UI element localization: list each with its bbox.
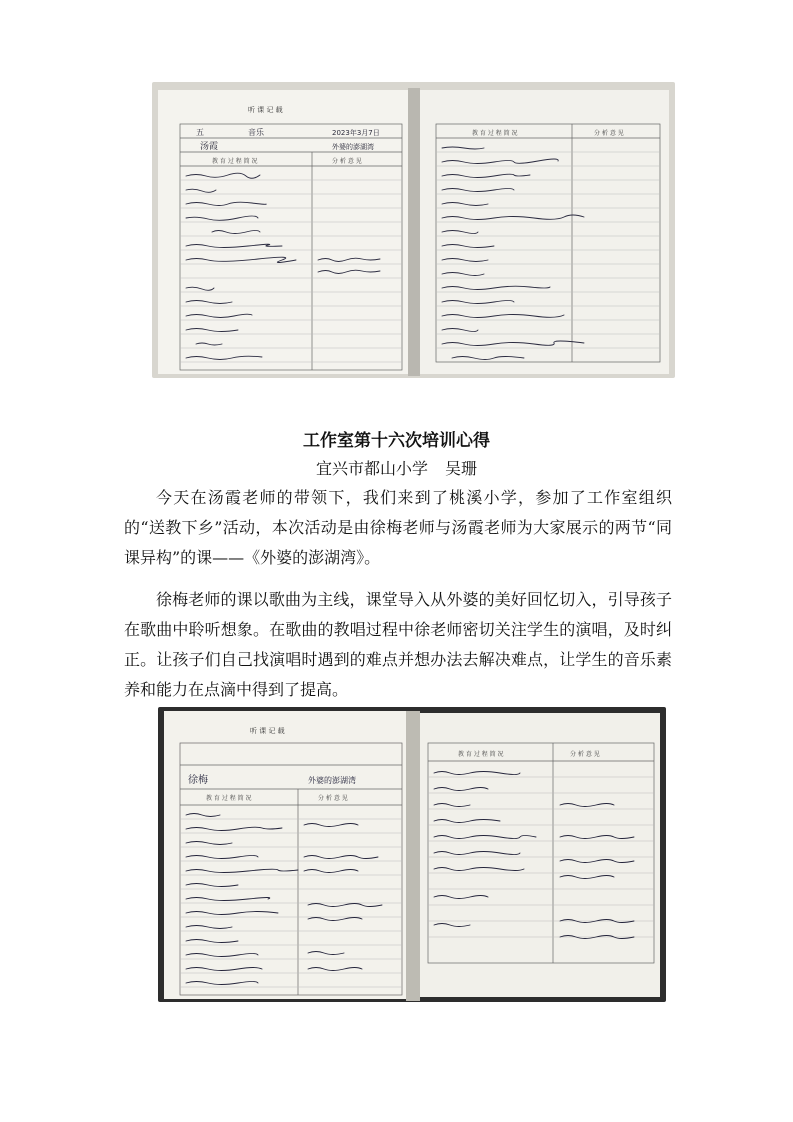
notebook-image xyxy=(158,707,666,1002)
school-name: 宜兴市都山小学 xyxy=(315,459,428,478)
author-line xyxy=(0,456,793,479)
handwritten-lesson: 外婆的澎湖湾 xyxy=(332,143,374,151)
analysis-column-header-right: 分 析 意 见 xyxy=(594,130,624,137)
process-column-header-right: 教 育 过 程 简 况 xyxy=(472,130,518,137)
notebook-heading: 听 课 记 载 xyxy=(248,106,283,114)
handwritten-subject: 音乐 xyxy=(248,128,264,137)
notebook-heading: 听 课 记 载 xyxy=(250,727,285,735)
process-column-header: 教 育 过 程 简 况 xyxy=(206,795,252,802)
handwritten-class: 五 xyxy=(196,128,204,137)
lesson-record-photo-bottom xyxy=(158,707,666,1002)
process-column-header: 教 育 过 程 简 况 xyxy=(212,158,258,165)
process-column-header-right: 教 育 过 程 简 况 xyxy=(458,751,504,758)
handwritten-teacher: 汤霞 xyxy=(200,142,219,152)
notebook-image xyxy=(152,82,675,378)
analysis-column-header-right: 分 析 意 见 xyxy=(570,751,600,758)
analysis-column-header: 分 析 意 见 xyxy=(318,795,348,802)
handwritten-teacher: 徐梅 xyxy=(188,775,208,786)
analysis-column-header: 分 析 意 见 xyxy=(332,158,362,165)
paragraph-xu-mei-lesson: 徐梅老师的课以歌曲为主线，课堂导入从外婆的美好回忆切入，引导孩子在歌曲中聆听想象。在歌曲的教唱过程中徐老师密切关注学生的演唱，及时纠正。让孩子们自己找演唱时遇到的难点并想办法去解决难点，让学生的音乐素养和能力在点滴中得到了提高。 xyxy=(124,590,672,699)
article-title: 工作室第十六次培训心得 xyxy=(303,431,490,451)
paragraph-intro: 今天在汤霞老师的带领下，我们来到了桃溪小学，参加了工作室组织的“送教下乡”活动，本次活动是由徐梅老师与汤霞老师为大家展示的两节“同课异构”的课——《外婆的澎湖湾》。 xyxy=(124,488,672,567)
handwritten-date: 2023年3月7日 xyxy=(332,129,380,137)
handwritten-lesson: 外婆的澎湖湾 xyxy=(308,776,356,785)
author-name: 吴珊 xyxy=(445,459,478,478)
lesson-record-photo-top xyxy=(152,82,675,378)
